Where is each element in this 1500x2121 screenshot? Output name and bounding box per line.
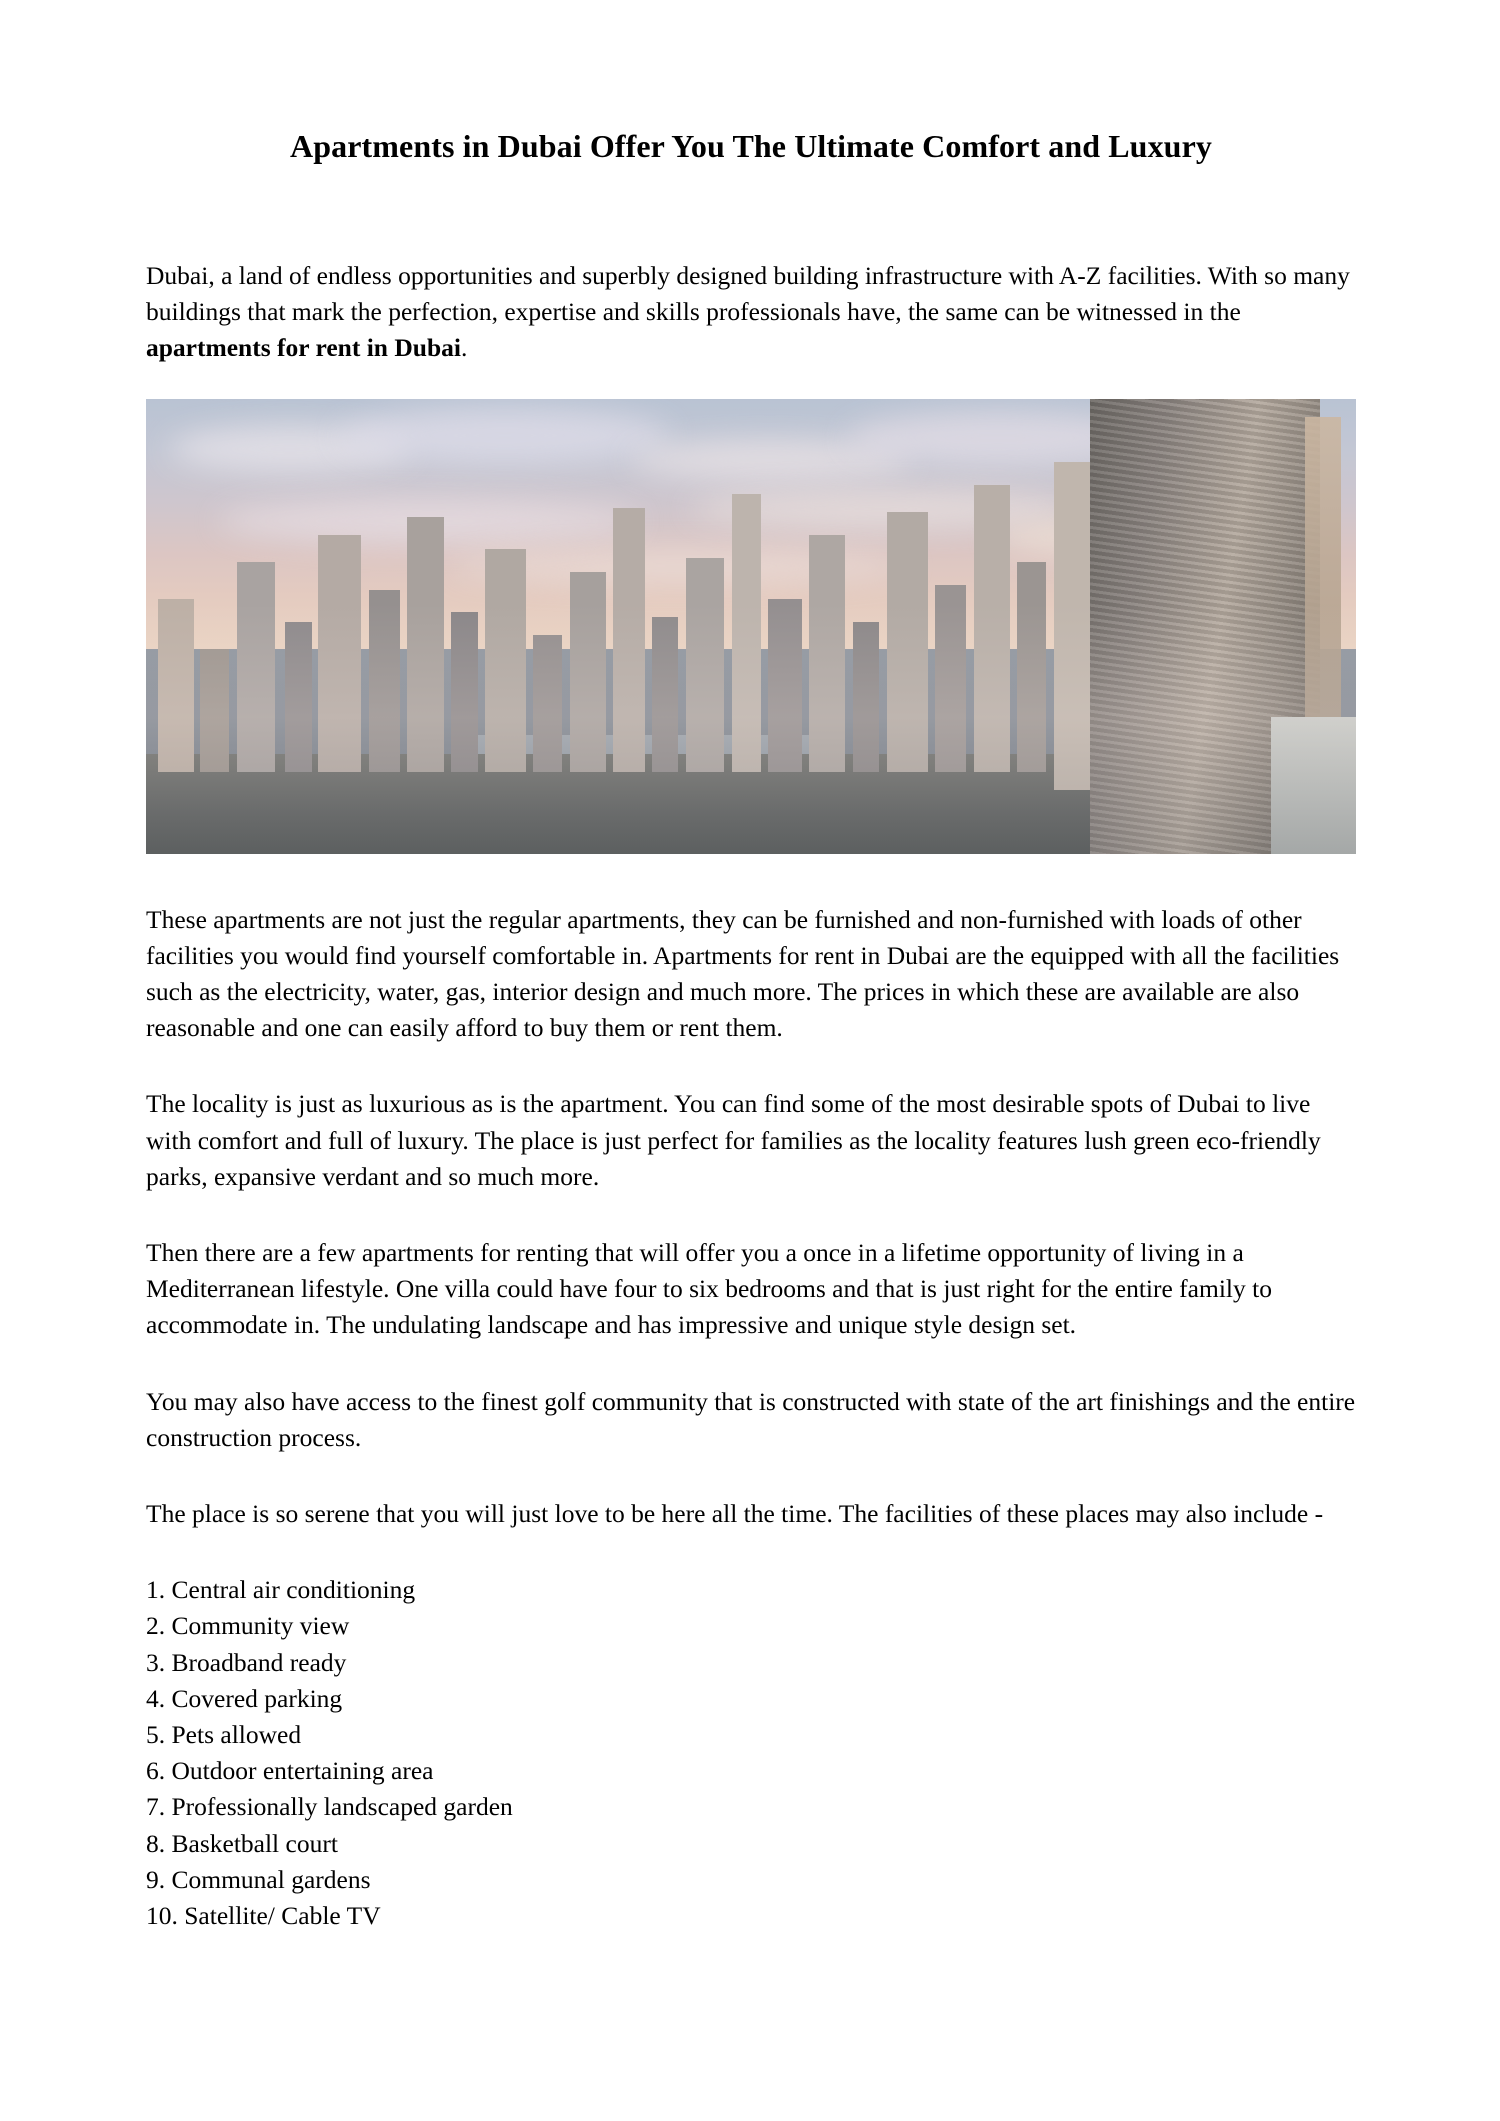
building	[853, 622, 880, 772]
page-bottom-spacer	[146, 1934, 1356, 1994]
building	[369, 590, 400, 772]
building	[887, 512, 928, 771]
intro-text-part2: .	[460, 333, 468, 363]
building	[318, 535, 362, 772]
building	[451, 612, 478, 771]
page-title: Apartments in Dubai Offer You The Ultimate Comfort and Luxury	[290, 128, 1212, 164]
building	[768, 599, 802, 772]
building	[200, 649, 229, 772]
building	[809, 535, 845, 772]
intro-paragraph	[146, 258, 1356, 367]
building	[285, 622, 312, 772]
intro-text-part1: Dubai, a land of endless opportunities and superbly designed building infrastructure with A-Z facilities. With so many buildings that mark the perfection, expertise and skills professionals have, the same can be witnessed in the	[146, 261, 1350, 327]
list-item: 10. Satellite/ Cable TV	[146, 1901, 381, 1931]
building	[237, 562, 276, 771]
building	[686, 558, 725, 772]
building	[158, 599, 194, 772]
cloud-icon	[340, 408, 670, 463]
building	[570, 572, 606, 772]
facilities-list	[146, 1572, 1356, 1934]
intro-keyphrase: apartments for rent in Dubai	[146, 333, 461, 363]
building	[652, 617, 679, 772]
list-item: 5. Pets allowed	[146, 1720, 302, 1750]
paragraph-4: Then there are a few apartments for renting that will offer you a once in a lifetime opportunity of living in a Mediterranean lifestyle. One villa could have four to six bedrooms and that is just right for the entire family to accommodate in. The undulating landscape and has impressive and unique style design set.	[146, 1238, 1272, 1340]
list-item: 1. Central air conditioning	[146, 1575, 416, 1605]
building	[533, 635, 562, 772]
building	[974, 485, 1010, 772]
building	[732, 494, 761, 772]
sea	[1271, 717, 1356, 854]
building	[1017, 562, 1046, 771]
paragraph-5: You may also have access to the finest golf community that is constructed with state of the art finishings and the entire construction process.	[146, 1386, 1356, 1452]
dubai-skyline-image	[146, 399, 1356, 854]
building	[935, 585, 966, 772]
list-item: 2. Community view	[146, 1611, 350, 1641]
building	[485, 549, 526, 772]
list-item: 6. Outdoor entertaining area	[146, 1756, 434, 1786]
building	[613, 508, 644, 772]
list-item: 7. Professionally landscaped garden	[146, 1792, 513, 1822]
skyline-illustration	[146, 399, 1356, 854]
list-item: 3. Broadband ready	[146, 1647, 347, 1677]
list-item: 8. Basketball court	[146, 1828, 338, 1858]
paragraph-6: The place is so serene that you will just love to be here all the time. The facilities of these places may also include -	[146, 1499, 1324, 1529]
document-content	[146, 126, 1356, 1994]
paragraph-2: These apartments are not just the regular apartments, they can be furnished and non-furnished with loads of other facilities you would find yourself comfortable in. Apartments for rent in Dubai are the equipped with all the facilities such as the electricity, water, gas, interior design and much more. The prices in which these are available are also reasonable and one can easily afford to buy them or rent them.	[146, 904, 1340, 1043]
building	[407, 517, 443, 772]
paragraph-3: The locality is just as luxurious as is the apartment. You can find some of the most desirable spots of Dubai to live with comfort and full of luxury. The place is just perfect for families as the locality features lush green eco-friendly parks, expansive verdant and so much more.	[146, 1089, 1321, 1191]
list-item: 4. Covered parking	[146, 1683, 343, 1713]
list-item: 9. Communal gardens	[146, 1864, 371, 1894]
